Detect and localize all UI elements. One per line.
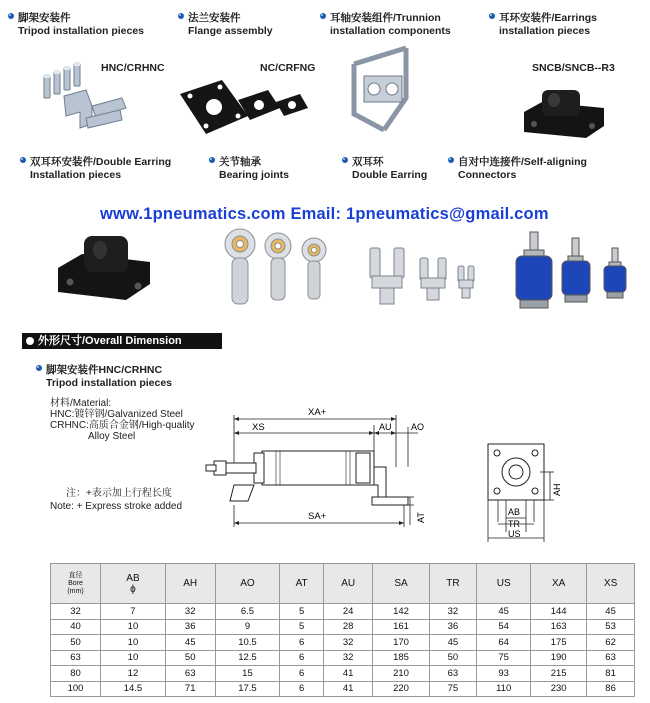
- table-cell: 32: [51, 604, 101, 620]
- side-view-drawing: [196, 405, 456, 535]
- table-cell: 12: [101, 666, 166, 682]
- col-header: AO: [215, 564, 280, 604]
- table-cell: 163: [531, 619, 587, 635]
- col-header: AT: [280, 564, 323, 604]
- dimension-table: [50, 563, 635, 697]
- caption-flange: 法兰安装件 Flange assembly: [188, 12, 273, 37]
- table-cell: 10: [101, 635, 166, 651]
- dim-label-tr: TR: [508, 519, 520, 529]
- dim-label-ah: AH: [552, 483, 562, 496]
- table-cell: 210: [373, 666, 429, 682]
- table-row: [51, 604, 635, 620]
- table-cell: 41: [323, 681, 373, 697]
- table-cell: 100: [51, 681, 101, 697]
- table-cell: 7: [101, 604, 166, 620]
- table-cell: 93: [477, 666, 531, 682]
- front-view-drawing: [476, 438, 566, 548]
- table-cell: 32: [429, 604, 477, 620]
- stroke-note: 注：+表示加上行程长度 Note: + Express stroke added: [50, 488, 183, 512]
- table-cell: 41: [323, 666, 373, 682]
- col-header: XS: [587, 564, 635, 604]
- col-header-bore: 直径 Bore (mm): [51, 564, 101, 604]
- table-cell: 10: [101, 650, 166, 666]
- bullet-icon: [342, 157, 348, 163]
- table-cell: 71: [165, 681, 215, 697]
- table-cell: 45: [477, 604, 531, 620]
- col-header: SA: [373, 564, 429, 604]
- table-cell: 50: [165, 650, 215, 666]
- col-header-ab: AB ϕ: [101, 564, 166, 604]
- table-cell: 142: [373, 604, 429, 620]
- dim-label-xa: XA+: [308, 407, 327, 418]
- table-cell: 185: [373, 650, 429, 666]
- table-cell: 170: [373, 635, 429, 651]
- table-cell: 36: [429, 619, 477, 635]
- table-cell: 14.5: [101, 681, 166, 697]
- caption-tripod: 脚架安装件 Tripod installation pieces: [18, 12, 144, 37]
- model-label-sncb: SNCB/SNCB--R3: [532, 62, 615, 74]
- table-cell: 9: [215, 619, 280, 635]
- double-earring-block-image: [54, 228, 154, 304]
- bullet-icon: [8, 13, 14, 19]
- table-row: [51, 681, 635, 697]
- table-cell: 45: [587, 604, 635, 620]
- table-cell: 64: [477, 635, 531, 651]
- table-cell: 5: [280, 604, 323, 620]
- table-cell: 12.5: [215, 650, 280, 666]
- model-label-nc: NC/CRFNG: [260, 62, 316, 74]
- col-header: TR: [429, 564, 477, 604]
- material-note: 材料/Material: HNC:镀锌钢/Galvanized Steel CRHNC:高质合金钢/High-quality Alloy Steel: [50, 398, 195, 442]
- table-cell: 190: [531, 650, 587, 666]
- table-cell: 80: [51, 666, 101, 682]
- table-cell: 161: [373, 619, 429, 635]
- table-cell: 220: [373, 681, 429, 697]
- table-cell: 10: [101, 619, 166, 635]
- section-title: 外形尺寸/Overall Dimension: [22, 333, 222, 349]
- bullet-icon: [209, 157, 215, 163]
- col-header: AH: [165, 564, 215, 604]
- table-row: [51, 619, 635, 635]
- table-cell: 54: [477, 619, 531, 635]
- caption-trunnion: 耳轴安装组件/Trunnion installation components: [330, 12, 451, 37]
- table-row: [51, 666, 635, 682]
- col-header: XA: [531, 564, 587, 604]
- caption-self-aligning: 自对中连接件/Self-aligning Connectors: [458, 156, 587, 181]
- bearing-joints-image: [218, 224, 340, 310]
- bullet-icon: [448, 157, 454, 163]
- table-header-row: [51, 564, 635, 604]
- caption-tripod-dimension: 脚架安装件HNC/CRHNC Tripod installation pieces: [46, 364, 172, 389]
- table-cell: 110: [477, 681, 531, 697]
- table-row: [51, 635, 635, 651]
- table-cell: 32: [165, 604, 215, 620]
- bullet-icon: [178, 13, 184, 19]
- dim-label-sa: SA+: [308, 511, 327, 522]
- table-cell: 6: [280, 666, 323, 682]
- table-cell: 45: [165, 635, 215, 651]
- table-cell: 6.5: [215, 604, 280, 620]
- table-cell: 32: [323, 635, 373, 651]
- dim-label-at: AT: [416, 512, 426, 523]
- dim-label-xs: XS: [252, 422, 265, 433]
- table-cell: 10.5: [215, 635, 280, 651]
- table-cell: 63: [51, 650, 101, 666]
- table-cell: 63: [429, 666, 477, 682]
- dim-label-au: AU: [379, 422, 392, 432]
- caption-earrings: 耳环安装件/Earrings installation pieces: [499, 12, 597, 37]
- table-cell: 17.5: [215, 681, 280, 697]
- table-cell: 6: [280, 681, 323, 697]
- table-cell: 6: [280, 635, 323, 651]
- dim-label-ab: AB: [508, 507, 521, 517]
- earring-block-image: [520, 82, 608, 140]
- table-cell: 28: [323, 619, 373, 635]
- table-cell: 63: [165, 666, 215, 682]
- contact-watermark: www.1pneumatics.com Email: 1pneumatics@gmail.com: [100, 205, 549, 223]
- table-cell: 24: [323, 604, 373, 620]
- table-cell: 15: [215, 666, 280, 682]
- table-cell: 230: [531, 681, 587, 697]
- dim-label-us: US: [508, 529, 521, 539]
- table-cell: 75: [429, 681, 477, 697]
- table-cell: 50: [429, 650, 477, 666]
- model-label-hnc: HNC/CRHNC: [101, 62, 165, 74]
- table-cell: 36: [165, 619, 215, 635]
- table-row: [51, 650, 635, 666]
- table-cell: 62: [587, 635, 635, 651]
- table-cell: 86: [587, 681, 635, 697]
- bullet-icon: [320, 13, 326, 19]
- table-cell: 63: [587, 650, 635, 666]
- trunnion-image: [344, 44, 432, 134]
- caption-bearing-joints: 关节轴承 Bearing joints: [219, 156, 289, 181]
- col-header: US: [477, 564, 531, 604]
- table-cell: 144: [531, 604, 587, 620]
- flange-plates-image: [176, 74, 316, 146]
- table-cell: 6: [280, 650, 323, 666]
- caption-double-earring-pieces: 双耳环安装件/Double Earring Installation pieces: [30, 156, 171, 181]
- col-header: AU: [323, 564, 373, 604]
- dim-label-ao: AO: [411, 422, 425, 432]
- table-cell: 75: [477, 650, 531, 666]
- table-cell: 175: [531, 635, 587, 651]
- table-cell: 32: [323, 650, 373, 666]
- bullet-icon: [36, 365, 42, 371]
- table-cell: 5: [280, 619, 323, 635]
- table-cell: 50: [51, 635, 101, 651]
- self-aligning-connectors-image: [510, 228, 640, 312]
- tripod-bracket-image: [36, 62, 131, 134]
- table-cell: 81: [587, 666, 635, 682]
- table-cell: 215: [531, 666, 587, 682]
- table-cell: 45: [429, 635, 477, 651]
- table-cell: 40: [51, 619, 101, 635]
- caption-double-earring: 双耳环 Double Earring: [352, 156, 427, 181]
- bullet-icon: [20, 157, 26, 163]
- table-cell: 53: [587, 619, 635, 635]
- bullet-icon: [489, 13, 495, 19]
- double-earring-clevis-image: [364, 240, 476, 306]
